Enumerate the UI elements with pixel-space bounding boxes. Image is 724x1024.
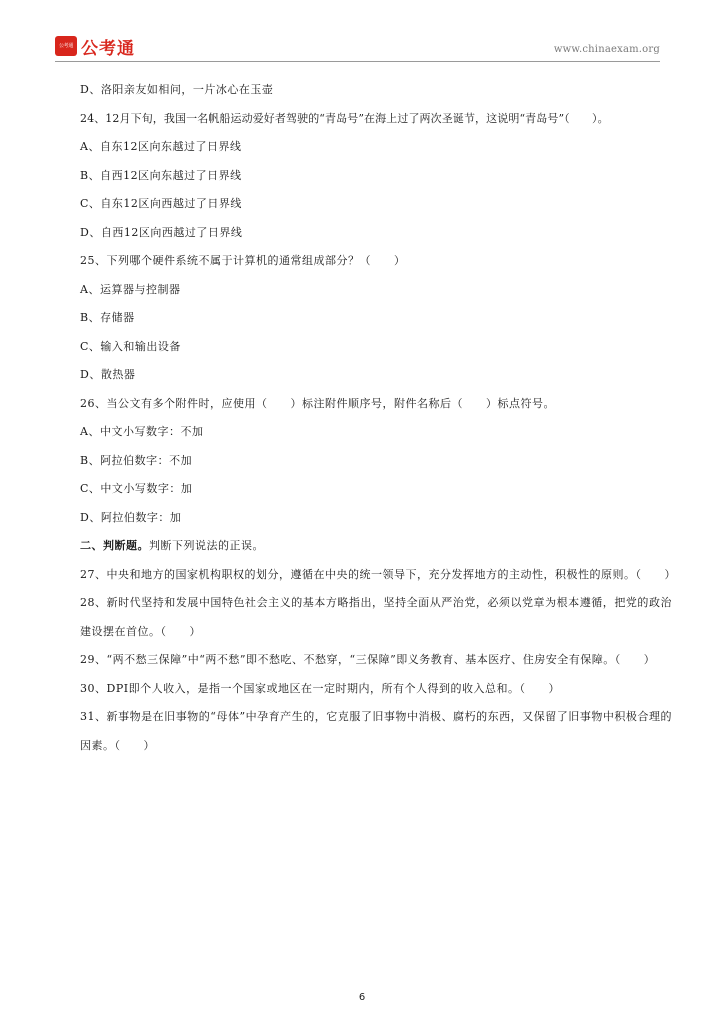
option-c-q25: C、输入和输出设备 bbox=[80, 339, 181, 353]
document-body bbox=[80, 76, 676, 760]
option-b-q26: B、阿拉伯数字：不加 bbox=[80, 453, 193, 467]
header-divider bbox=[55, 61, 660, 62]
option-d-q25: D、散热器 bbox=[80, 368, 136, 381]
question-26: 26、当公文有多个附件时，应使用（ ）标注附件顺序号，附件名称后（ ）标点符号。 bbox=[80, 396, 555, 410]
judgment-27: 27、中央和地方的国家机构职权的划分，遵循在中央的统一领导下，充分发挥地方的主动性，积极性的原则。（ ） bbox=[80, 567, 676, 581]
option-b-q25: B、存储器 bbox=[80, 311, 135, 324]
section-heading bbox=[80, 532, 672, 561]
logo bbox=[55, 35, 135, 57]
option-a-q25: A、运算器与控制器 bbox=[80, 282, 181, 296]
judgment-31: 31、新事物是在旧事物的“母体”中孕育产生的，它克服了旧事物中消极、腐朽的东西，又保留了旧事物中积极合理的因素。（ ） bbox=[80, 710, 672, 752]
option-c-q26: C、中文小写数字：加 bbox=[80, 482, 193, 495]
judgment-30: 30、DPI即个人收入，是指一个国家或地区在一定时期内，所有个人得到的收入总和。（ ） bbox=[80, 681, 561, 695]
page-header bbox=[0, 0, 724, 62]
option-d-q23: D、洛阳亲友如相问，一片冰心在玉壶 bbox=[80, 83, 274, 96]
page-number: 6 bbox=[358, 992, 366, 1003]
option-a-q24: A、自东12区向东越过了日界线 bbox=[80, 140, 242, 153]
site-url: www.chinaexam.org bbox=[553, 44, 660, 55]
section-title: 二、判断题。 bbox=[80, 539, 149, 552]
logo-badge-icon: 公考通 bbox=[55, 36, 77, 56]
judgment-29: 29、“两不愁三保障”中“两不愁”即不愁吃、不愁穿，“三保障”即义务教育、基本医疗、住房安全有保障。（ ） bbox=[80, 653, 656, 666]
question-25: 25、下列哪个硬件系统不属于计算机的通常组成部分？（ ） bbox=[80, 254, 406, 267]
option-b-q24: B、自西12区向东越过了日界线 bbox=[80, 168, 242, 182]
logo-text: 公考通 bbox=[81, 38, 135, 59]
option-d-q26: D、阿拉伯数字：加 bbox=[80, 510, 182, 524]
option-c-q24: C、自东12区向西越过了日界线 bbox=[80, 197, 242, 210]
section-instruction: 判断下列说法的正误。 bbox=[149, 539, 264, 552]
question-24: 24、12月下旬，我国一名帆船运动爱好者驾驶的“青岛号”在海上过了两次圣诞节，这说明“青岛号”（ ）。 bbox=[80, 111, 609, 125]
judgment-28: 28、新时代坚持和发展中国特色社会主义的基本方略指出，坚持全面从严治党，必须以党章为根本遵循，把党的政治建设摆在首位。（ ） bbox=[80, 596, 672, 638]
option-a-q26: A、中文小写数字：不加 bbox=[80, 425, 204, 438]
option-d-q24: D、自西12区向西越过了日界线 bbox=[80, 225, 243, 239]
